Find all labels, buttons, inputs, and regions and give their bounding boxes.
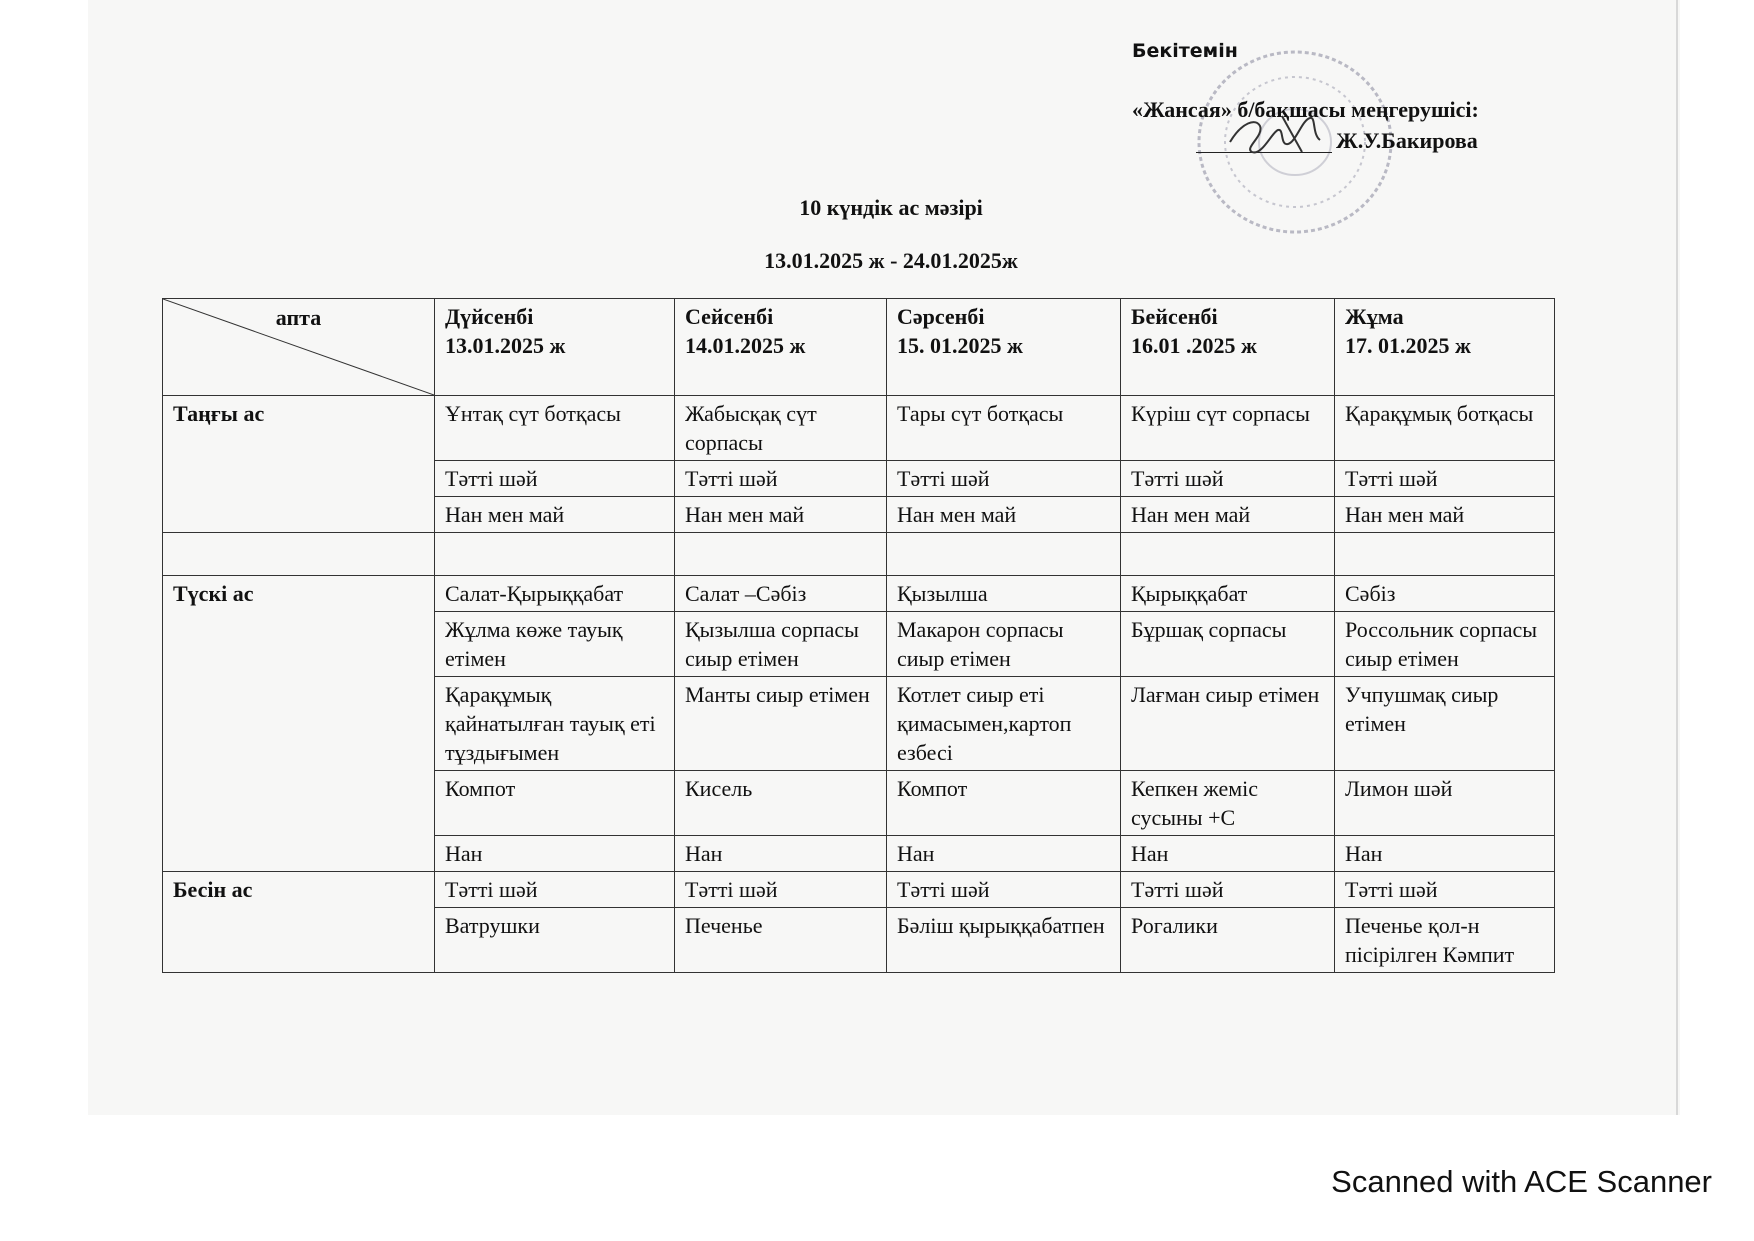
menu-cell: Кисель — [675, 771, 887, 836]
menu-cell: Қырыққабат — [1121, 576, 1335, 612]
approval-title: Бекітемін — [1132, 40, 1238, 62]
menu-cell: Қарақұмық қайнатылған тауық еті тұздығымен — [435, 677, 675, 771]
corner-cell — [163, 299, 435, 396]
menu-cell: Тәтті шәй — [675, 872, 887, 908]
menu-cell: Күріш сүт сорпасы — [1121, 396, 1335, 461]
menu-cell: Салат-Қырыққабат — [435, 576, 675, 612]
day-header-wednesday: Сәрсенбі 15. 01.2025 ж — [887, 299, 1121, 396]
corner-label: апта — [275, 305, 322, 330]
menu-cell: Салат –Сәбіз — [675, 576, 887, 612]
header-row — [163, 299, 1555, 396]
menu-cell: Компот — [435, 771, 675, 836]
menu-cell: Нан мен май — [1121, 497, 1335, 533]
afternoon-row-1 — [163, 872, 1555, 908]
menu-table — [162, 298, 1555, 973]
menu-cell: Ұнтақ сүт ботқасы — [435, 396, 675, 461]
menu-cell: Бұршақ сорпасы — [1121, 612, 1335, 677]
menu-cell: Нан мен май — [1335, 497, 1555, 533]
menu-period: 13.01.2025 ж - 24.01.2025ж — [764, 248, 1018, 273]
menu-cell: Нан мен май — [887, 497, 1121, 533]
menu-cell: Қарақұмық ботқасы — [1335, 396, 1555, 461]
menu-cell: Лағман сиыр етімен — [1121, 677, 1335, 771]
approval-position: «Жансая» б/бақшасы меңгерушісі: — [1132, 97, 1479, 122]
meal-label-afternoon: Бесін ас — [163, 872, 435, 973]
day-header-tuesday: Сейсенбі 14.01.2025 ж — [675, 299, 887, 396]
menu-cell: Печенье — [675, 908, 887, 973]
menu-cell: Тәтті шәй — [1121, 461, 1335, 497]
menu-cell: Тәтті шәй — [675, 461, 887, 497]
menu-cell: Тәтті шәй — [887, 461, 1121, 497]
menu-cell: Нан мен май — [675, 497, 887, 533]
sheet-edge — [1676, 0, 1678, 1115]
menu-title: 10 күндік ас мәзірі — [799, 195, 983, 220]
menu-cell: Тәтті шәй — [1121, 872, 1335, 908]
menu-cell: Котлет сиыр еті қимасымен,картоп езбесі — [887, 677, 1121, 771]
menu-cell: Жұлма көже тауық етімен — [435, 612, 675, 677]
menu-cell: Манты сиыр етімен — [675, 677, 887, 771]
lunch-row-1 — [163, 576, 1555, 612]
menu-cell: Нан — [675, 836, 887, 872]
menu-cell: Тәтті шәй — [435, 872, 675, 908]
menu-cell: Бәліш қырыққабатпен — [887, 908, 1121, 973]
meal-label-lunch: Түскі ас — [163, 576, 435, 872]
menu-cell: Тары сүт ботқасы — [887, 396, 1121, 461]
menu-cell: Макарон сорпасы сиыр етімен — [887, 612, 1121, 677]
meal-label-breakfast: Таңғы ас — [163, 396, 435, 533]
menu-cell: Учпушмақ сиыр етімен — [1335, 677, 1555, 771]
menu-cell: Қызылша сорпасы сиыр етімен — [675, 612, 887, 677]
breakfast-row-1 — [163, 396, 1555, 461]
menu-cell: Нан — [1335, 836, 1555, 872]
menu-cell: Россольник сорпасы сиыр етімен — [1335, 612, 1555, 677]
menu-cell: Кепкен жеміс сусыны +С — [1121, 771, 1335, 836]
menu-cell: Тәтті шәй — [1335, 461, 1555, 497]
menu-cell: Нан — [435, 836, 675, 872]
menu-cell: Нан — [887, 836, 1121, 872]
menu-cell: Печенье қол-н пісірілген Кәмпит — [1335, 908, 1555, 973]
menu-cell: Тәтті шәй — [1335, 872, 1555, 908]
menu-cell: Ватрушки — [435, 908, 675, 973]
empty-separator-row — [163, 533, 1555, 576]
menu-cell: Сәбіз — [1335, 576, 1555, 612]
menu-cell: Рогалики — [1121, 908, 1335, 973]
menu-cell: Қызылша — [887, 576, 1121, 612]
day-header-monday: Дүйсенбі 13.01.2025 ж — [435, 299, 675, 396]
menu-cell: Лимон шәй — [1335, 771, 1555, 836]
approval-name: Ж.У.Бакирова — [1336, 128, 1478, 153]
menu-cell: Нан — [1121, 836, 1335, 872]
day-header-friday: Жұма 17. 01.2025 ж — [1335, 299, 1555, 396]
menu-cell: Тәтті шәй — [435, 461, 675, 497]
menu-cell: Жабысқақ сүт сорпасы — [675, 396, 887, 461]
day-header-thursday: Бейсенбі 16.01 .2025 ж — [1121, 299, 1335, 396]
menu-cell: Компот — [887, 771, 1121, 836]
menu-cell: Нан мен май — [435, 497, 675, 533]
menu-cell: Тәтті шәй — [887, 872, 1121, 908]
scanner-watermark: Scanned with ACE Scanner — [1331, 1164, 1712, 1199]
signature-icon — [1222, 112, 1332, 158]
